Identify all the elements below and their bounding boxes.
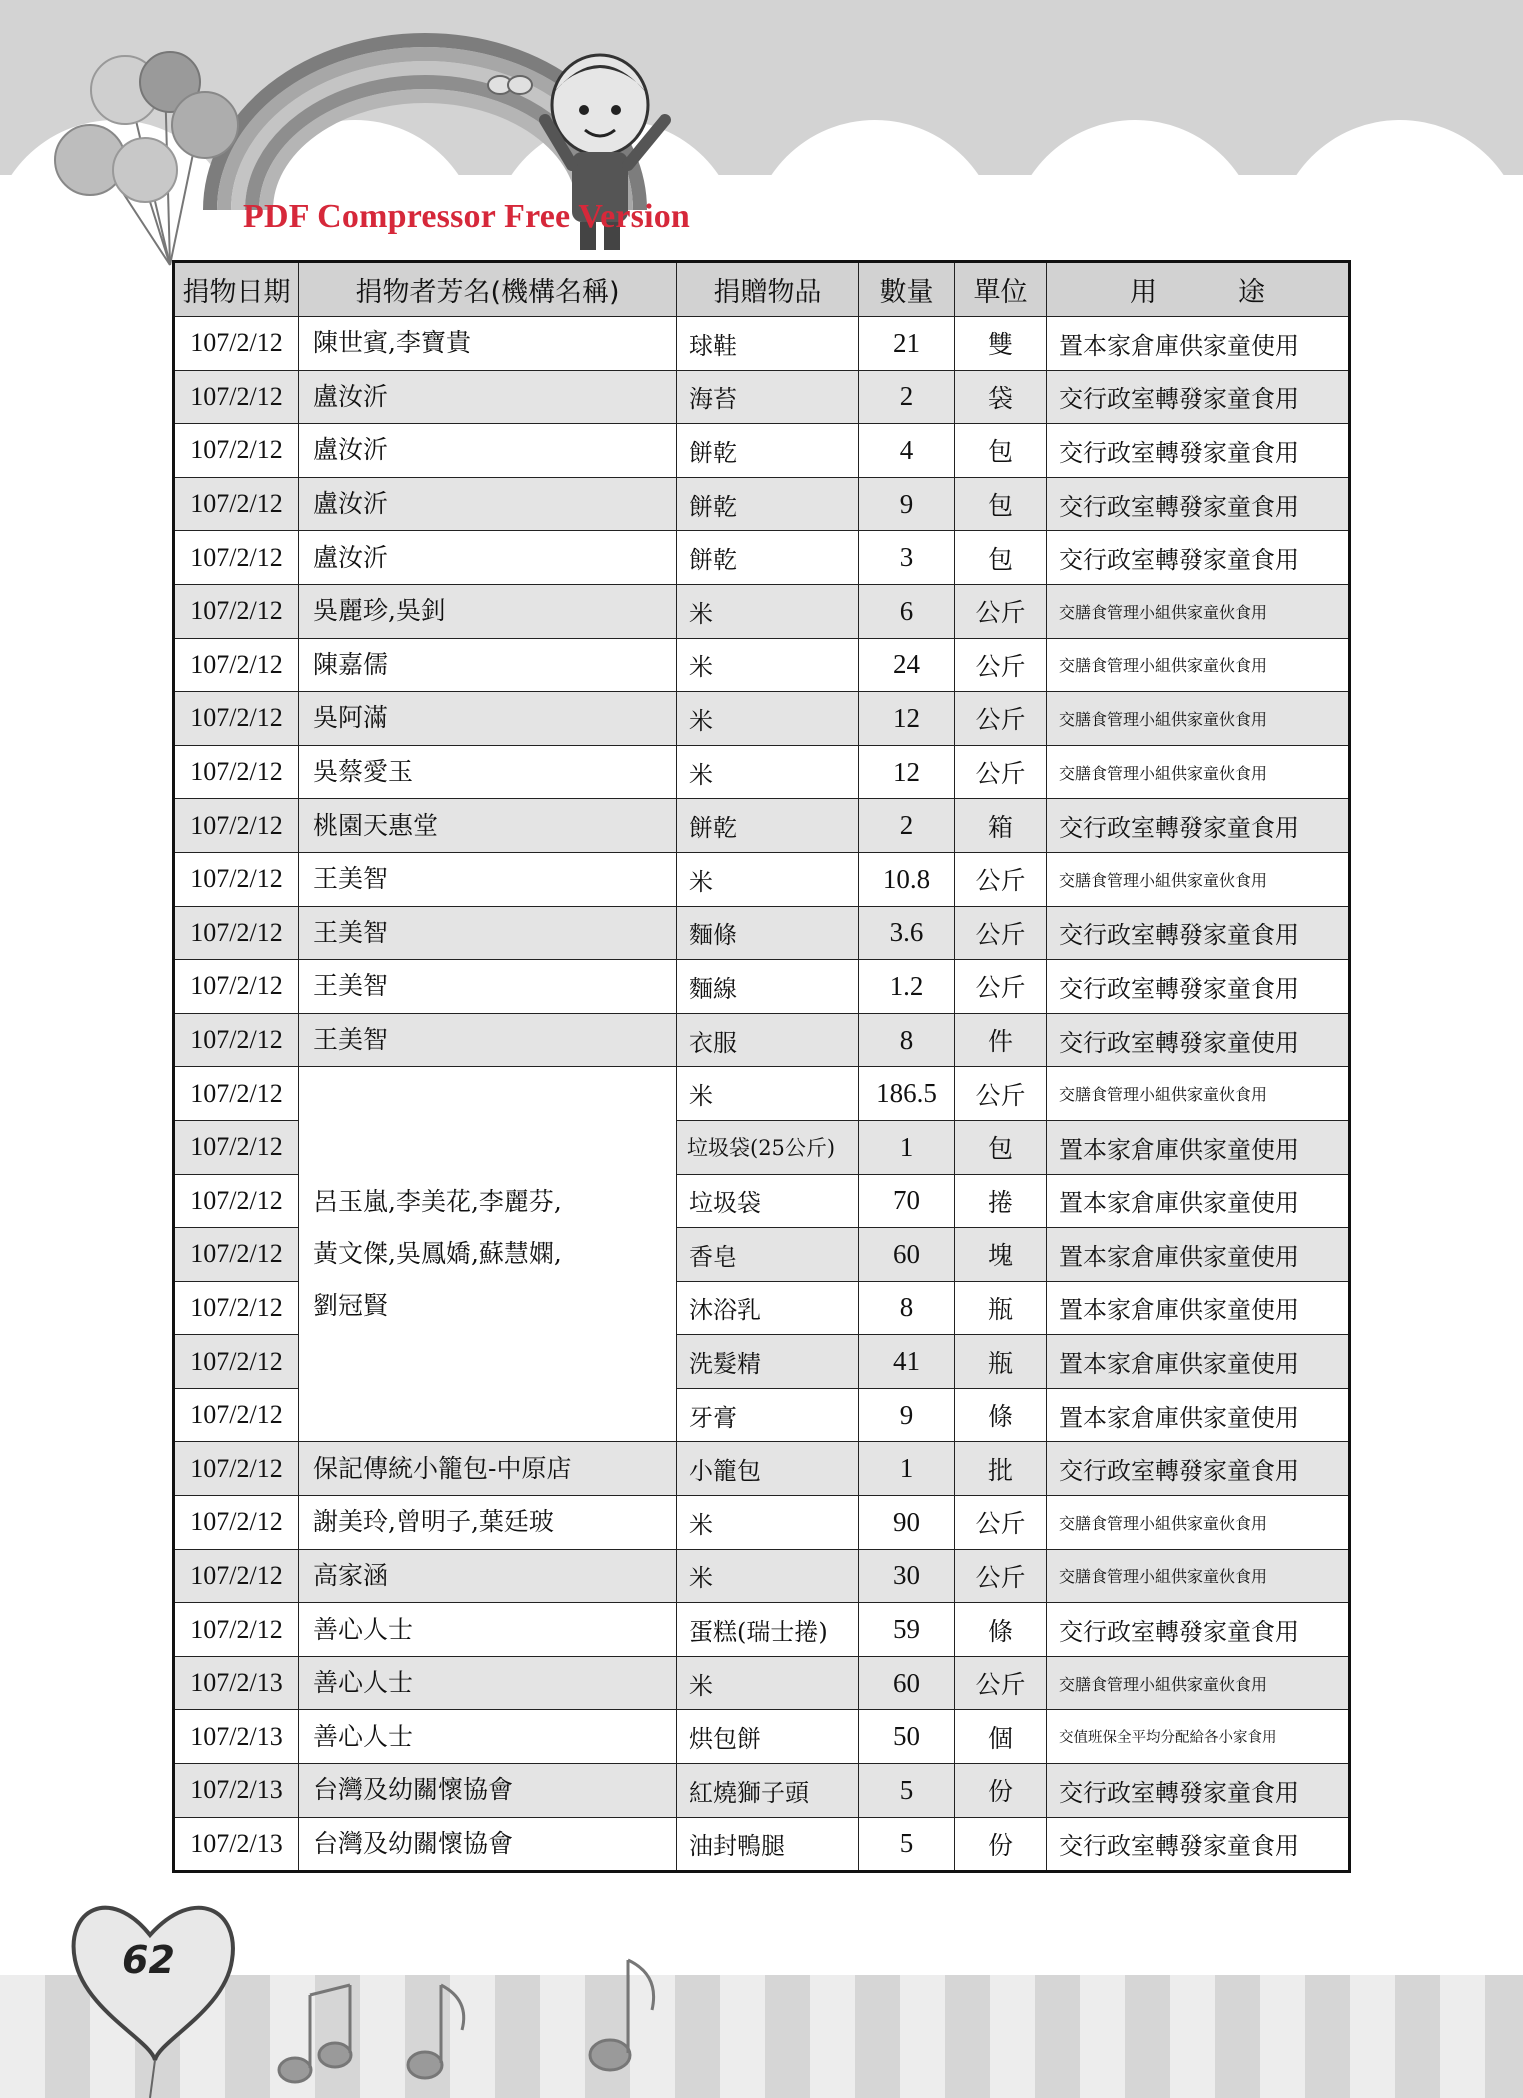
cell-unit: 件 bbox=[955, 1013, 1047, 1067]
cell-qty: 24 bbox=[859, 638, 955, 692]
cell-donor: 陳嘉儒 bbox=[299, 638, 677, 692]
cell-qty: 8 bbox=[859, 1281, 955, 1335]
cell-use: 交行政室轉發家童食用 bbox=[1047, 1764, 1350, 1818]
table-row bbox=[174, 584, 1350, 638]
cell-qty: 59 bbox=[859, 1603, 955, 1657]
cell-use: 交行政室轉發家童食用 bbox=[1047, 906, 1350, 960]
cell-item: 油封鴨腿 bbox=[677, 1817, 859, 1872]
cell-item: 米 bbox=[677, 692, 859, 746]
cell-use: 置本家倉庫供家童使用 bbox=[1047, 1228, 1350, 1282]
header-item: 捐贈物品 bbox=[677, 262, 859, 317]
cell-use: 置本家倉庫供家童使用 bbox=[1047, 317, 1350, 371]
table-row bbox=[174, 745, 1350, 799]
cell-unit: 塊 bbox=[955, 1228, 1047, 1282]
cell-unit: 捲 bbox=[955, 1174, 1047, 1228]
merged-donor-line: 黃文傑,吳鳳嬌,蘇慧嫻, bbox=[313, 1239, 562, 1269]
cell-item: 米 bbox=[677, 852, 859, 906]
cell-item: 海苔 bbox=[677, 370, 859, 424]
cell-use: 交行政室轉發家童食用 bbox=[1047, 1603, 1350, 1657]
cell-use: 置本家倉庫供家童使用 bbox=[1047, 1120, 1350, 1174]
cell-donor: 王美智 bbox=[299, 1013, 677, 1067]
cell-unit: 公斤 bbox=[955, 1067, 1047, 1121]
cell-qty: 60 bbox=[859, 1228, 955, 1282]
cell-donor: 台灣及幼關懷協會 bbox=[299, 1817, 677, 1872]
cell-use: 交膳食管理小組供家童伙食用 bbox=[1047, 1656, 1350, 1710]
cell-date: 107/2/12 bbox=[174, 852, 299, 906]
cell-item: 麵條 bbox=[677, 906, 859, 960]
cell-item: 米 bbox=[677, 1067, 859, 1121]
table-row bbox=[174, 960, 1350, 1014]
header-date: 捐物日期 bbox=[174, 262, 299, 317]
cell-donor: 高家涵 bbox=[299, 1549, 677, 1603]
cell-item: 烘包餅 bbox=[677, 1710, 859, 1764]
cell-unit: 公斤 bbox=[955, 1656, 1047, 1710]
cell-use: 交膳食管理小組供家童伙食用 bbox=[1047, 852, 1350, 906]
cell-unit: 雙 bbox=[955, 317, 1047, 371]
cell-qty: 90 bbox=[859, 1496, 955, 1550]
cell-use: 交膳食管理小組供家童伙食用 bbox=[1047, 1549, 1350, 1603]
cell-item: 餅乾 bbox=[677, 799, 859, 853]
table-row bbox=[174, 1496, 1350, 1550]
cell-date: 107/2/12 bbox=[174, 1281, 299, 1335]
cell-donor: 吳阿滿 bbox=[299, 692, 677, 746]
cell-item: 米 bbox=[677, 745, 859, 799]
cell-date: 107/2/12 bbox=[174, 745, 299, 799]
cell-qty: 60 bbox=[859, 1656, 955, 1710]
cell-donor: 王美智 bbox=[299, 852, 677, 906]
cell-date: 107/2/12 bbox=[174, 424, 299, 478]
cell-item: 牙膏 bbox=[677, 1388, 859, 1442]
cell-use: 置本家倉庫供家童使用 bbox=[1047, 1281, 1350, 1335]
cell-use: 交值班保全平均分配給各小家食用 bbox=[1047, 1710, 1350, 1764]
cell-qty: 9 bbox=[859, 477, 955, 531]
cell-date: 107/2/13 bbox=[174, 1656, 299, 1710]
cell-qty: 5 bbox=[859, 1764, 955, 1818]
cell-date: 107/2/12 bbox=[174, 1120, 299, 1174]
cell-donor: 吳麗珍,吳釗 bbox=[299, 584, 677, 638]
cell-date: 107/2/12 bbox=[174, 1228, 299, 1282]
cell-use: 交膳食管理小組供家童伙食用 bbox=[1047, 1496, 1350, 1550]
cell-donor: 台灣及幼關懷協會 bbox=[299, 1764, 677, 1818]
cell-date: 107/2/13 bbox=[174, 1817, 299, 1872]
cell-date: 107/2/12 bbox=[174, 1549, 299, 1603]
cell-item: 垃圾袋(25公斤) bbox=[677, 1120, 859, 1174]
cell-date: 107/2/12 bbox=[174, 584, 299, 638]
cell-unit: 公斤 bbox=[955, 745, 1047, 799]
table-row bbox=[174, 1013, 1350, 1067]
cell-item: 洗髮精 bbox=[677, 1335, 859, 1389]
page-number: 62 bbox=[122, 1938, 175, 1982]
cell-unit: 瓶 bbox=[955, 1281, 1047, 1335]
cell-unit: 條 bbox=[955, 1603, 1047, 1657]
cell-donor: 盧汝沂 bbox=[299, 424, 677, 478]
table-row bbox=[174, 477, 1350, 531]
cell-unit: 包 bbox=[955, 424, 1047, 478]
table-row bbox=[174, 424, 1350, 478]
cell-use: 交膳食管理小組供家童伙食用 bbox=[1047, 1067, 1350, 1121]
cell-use: 交行政室轉發家童食用 bbox=[1047, 1817, 1350, 1872]
cell-qty: 1.2 bbox=[859, 960, 955, 1014]
cell-unit: 公斤 bbox=[955, 638, 1047, 692]
cell-donor: 桃園天惠堂 bbox=[299, 799, 677, 853]
cell-item: 麵線 bbox=[677, 960, 859, 1014]
cell-item: 餅乾 bbox=[677, 531, 859, 585]
cell-donor: 吳蔡愛玉 bbox=[299, 745, 677, 799]
cell-qty: 12 bbox=[859, 745, 955, 799]
cell-item: 蛋糕(瑞士捲) bbox=[677, 1603, 859, 1657]
cell-qty: 12 bbox=[859, 692, 955, 746]
header-qty: 數量 bbox=[859, 262, 955, 317]
cell-donor: 保記傳統小籠包-中原店 bbox=[299, 1442, 677, 1496]
cell-donor-merged bbox=[299, 1067, 677, 1442]
table-row bbox=[174, 852, 1350, 906]
cell-item: 米 bbox=[677, 584, 859, 638]
watermark-text: PDF Compressor Free Version bbox=[243, 198, 691, 235]
cell-unit: 份 bbox=[955, 1764, 1047, 1818]
donation-table bbox=[172, 260, 1351, 1873]
cell-date: 107/2/12 bbox=[174, 1496, 299, 1550]
cell-date: 107/2/12 bbox=[174, 692, 299, 746]
cell-item: 餅乾 bbox=[677, 477, 859, 531]
cell-donor: 盧汝沂 bbox=[299, 531, 677, 585]
cell-unit: 個 bbox=[955, 1710, 1047, 1764]
cell-item: 紅燒獅子頭 bbox=[677, 1764, 859, 1818]
cell-qty: 30 bbox=[859, 1549, 955, 1603]
cell-item: 米 bbox=[677, 1496, 859, 1550]
cell-donor: 善心人士 bbox=[299, 1710, 677, 1764]
cell-unit: 公斤 bbox=[955, 906, 1047, 960]
cell-unit: 包 bbox=[955, 531, 1047, 585]
cell-date: 107/2/13 bbox=[174, 1764, 299, 1818]
table-row bbox=[174, 1442, 1350, 1496]
cell-unit: 袋 bbox=[955, 370, 1047, 424]
cell-date: 107/2/12 bbox=[174, 1174, 299, 1228]
cell-date: 107/2/12 bbox=[174, 1013, 299, 1067]
cell-unit: 瓶 bbox=[955, 1335, 1047, 1389]
cell-use: 交行政室轉發家童食用 bbox=[1047, 370, 1350, 424]
cell-use: 交膳食管理小組供家童伙食用 bbox=[1047, 692, 1350, 746]
cell-date: 107/2/12 bbox=[174, 531, 299, 585]
cell-qty: 3.6 bbox=[859, 906, 955, 960]
cell-donor: 陳世賓,李寶貴 bbox=[299, 317, 677, 371]
cell-item: 米 bbox=[677, 1549, 859, 1603]
table-header-row bbox=[174, 262, 1350, 317]
table-row bbox=[174, 370, 1350, 424]
cell-unit: 箱 bbox=[955, 799, 1047, 853]
cell-date: 107/2/12 bbox=[174, 906, 299, 960]
cell-qty: 41 bbox=[859, 1335, 955, 1389]
table-row bbox=[174, 906, 1350, 960]
table-row bbox=[174, 531, 1350, 585]
cell-qty: 50 bbox=[859, 1710, 955, 1764]
cell-donor: 盧汝沂 bbox=[299, 477, 677, 531]
table-row bbox=[174, 1549, 1350, 1603]
cell-date: 107/2/12 bbox=[174, 317, 299, 371]
cell-item: 米 bbox=[677, 1656, 859, 1710]
cell-date: 107/2/12 bbox=[174, 370, 299, 424]
cell-qty: 2 bbox=[859, 370, 955, 424]
cell-use: 交行政室轉發家童食用 bbox=[1047, 477, 1350, 531]
cell-item: 香皂 bbox=[677, 1228, 859, 1282]
cell-date: 107/2/12 bbox=[174, 1388, 299, 1442]
cell-qty: 3 bbox=[859, 531, 955, 585]
table-row bbox=[174, 692, 1350, 746]
cell-donor: 善心人士 bbox=[299, 1656, 677, 1710]
cell-qty: 9 bbox=[859, 1388, 955, 1442]
table-row bbox=[174, 638, 1350, 692]
header-donor: 捐物者芳名(機構名稱) bbox=[299, 262, 677, 317]
cell-unit: 公斤 bbox=[955, 852, 1047, 906]
table-row bbox=[174, 1817, 1350, 1872]
merged-donor-line: 劉冠賢 bbox=[313, 1291, 389, 1321]
cell-unit: 份 bbox=[955, 1817, 1047, 1872]
table-row bbox=[174, 1603, 1350, 1657]
cell-qty: 10.8 bbox=[859, 852, 955, 906]
cell-use: 置本家倉庫供家童使用 bbox=[1047, 1388, 1350, 1442]
cell-use: 置本家倉庫供家童使用 bbox=[1047, 1174, 1350, 1228]
table-row bbox=[174, 1067, 1350, 1121]
cell-unit: 包 bbox=[955, 477, 1047, 531]
cell-use: 交行政室轉發家童食用 bbox=[1047, 1442, 1350, 1496]
header-use: 用 途 bbox=[1047, 262, 1350, 317]
cell-qty: 8 bbox=[859, 1013, 955, 1067]
cell-qty: 2 bbox=[859, 799, 955, 853]
cell-use: 交膳食管理小組供家童伙食用 bbox=[1047, 745, 1350, 799]
cell-item: 衣服 bbox=[677, 1013, 859, 1067]
cell-use: 交行政室轉發家童食用 bbox=[1047, 424, 1350, 478]
cell-use: 交行政室轉發家童食用 bbox=[1047, 531, 1350, 585]
cell-date: 107/2/12 bbox=[174, 1603, 299, 1657]
cell-qty: 4 bbox=[859, 424, 955, 478]
table-row bbox=[174, 1764, 1350, 1818]
cell-donor: 盧汝沂 bbox=[299, 370, 677, 424]
cell-item: 餅乾 bbox=[677, 424, 859, 478]
cell-item: 球鞋 bbox=[677, 317, 859, 371]
merged-donor-line: 呂玉嵐,李美花,李麗芬, bbox=[313, 1187, 562, 1217]
header-unit: 單位 bbox=[955, 262, 1047, 317]
cell-qty: 186.5 bbox=[859, 1067, 955, 1121]
table-row bbox=[174, 1710, 1350, 1764]
cell-date: 107/2/12 bbox=[174, 960, 299, 1014]
cell-qty: 1 bbox=[859, 1120, 955, 1174]
table-row bbox=[174, 799, 1350, 853]
table-row bbox=[174, 317, 1350, 371]
cell-unit: 公斤 bbox=[955, 1496, 1047, 1550]
cell-date: 107/2/12 bbox=[174, 477, 299, 531]
cell-use: 交膳食管理小組供家童伙食用 bbox=[1047, 584, 1350, 638]
cell-use: 交行政室轉發家童食用 bbox=[1047, 799, 1350, 853]
cell-date: 107/2/12 bbox=[174, 1442, 299, 1496]
cell-date: 107/2/12 bbox=[174, 799, 299, 853]
cell-qty: 5 bbox=[859, 1817, 955, 1872]
cell-unit: 公斤 bbox=[955, 692, 1047, 746]
cell-unit: 批 bbox=[955, 1442, 1047, 1496]
cell-item: 垃圾袋 bbox=[677, 1174, 859, 1228]
cell-qty: 21 bbox=[859, 317, 955, 371]
cell-item: 沐浴乳 bbox=[677, 1281, 859, 1335]
cell-unit: 公斤 bbox=[955, 584, 1047, 638]
cell-date: 107/2/12 bbox=[174, 1335, 299, 1389]
cell-item: 米 bbox=[677, 638, 859, 692]
cell-date: 107/2/12 bbox=[174, 638, 299, 692]
cell-use: 交行政室轉發家童使用 bbox=[1047, 1013, 1350, 1067]
cell-unit: 公斤 bbox=[955, 1549, 1047, 1603]
cell-donor: 謝美玲,曾明子,葉廷玻 bbox=[299, 1496, 677, 1550]
cell-donor: 善心人士 bbox=[299, 1603, 677, 1657]
cell-unit: 公斤 bbox=[955, 960, 1047, 1014]
cell-use: 交行政室轉發家童食用 bbox=[1047, 960, 1350, 1014]
cell-use: 置本家倉庫供家童使用 bbox=[1047, 1335, 1350, 1389]
cell-qty: 70 bbox=[859, 1174, 955, 1228]
cell-date: 107/2/12 bbox=[174, 1067, 299, 1121]
cell-qty: 1 bbox=[859, 1442, 955, 1496]
cell-donor: 王美智 bbox=[299, 906, 677, 960]
cell-unit: 包 bbox=[955, 1120, 1047, 1174]
cell-qty: 6 bbox=[859, 584, 955, 638]
cell-use: 交膳食管理小組供家童伙食用 bbox=[1047, 638, 1350, 692]
cell-item: 小籠包 bbox=[677, 1442, 859, 1496]
cell-date: 107/2/13 bbox=[174, 1710, 299, 1764]
table-row bbox=[174, 1656, 1350, 1710]
cell-unit: 條 bbox=[955, 1388, 1047, 1442]
cell-donor: 王美智 bbox=[299, 960, 677, 1014]
